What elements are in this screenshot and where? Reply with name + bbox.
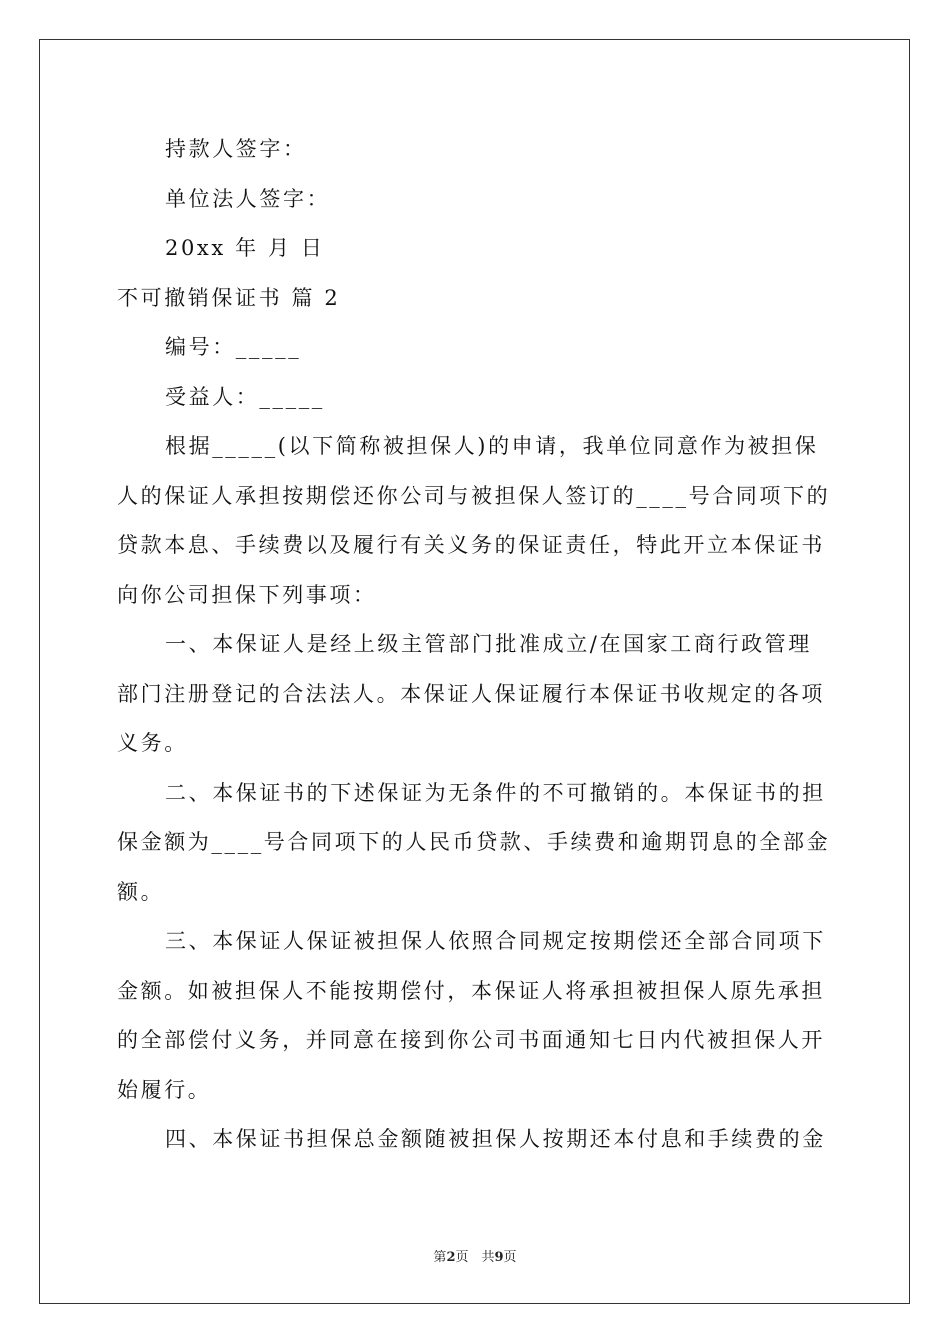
paragraph-row: 部门注册登记的合法法人。本保证人保证履行本保证书收规定的各项 — [117, 681, 825, 706]
footer-prefix: 第 — [433, 1250, 447, 1265]
paragraph-row: 义务。 — [117, 731, 188, 755]
section-title: 不可撤销保证书 篇 2 — [117, 285, 341, 310]
paragraph-row: 贷款本息、手续费以及履行有关义务的保证责任，特此开立本保证书 — [117, 533, 825, 557]
paragraph-row: 三、本保证人保证被担保人依照合同规定按期偿还全部合同项下 — [165, 929, 826, 953]
number-line: 编号：_____ — [165, 335, 302, 359]
page-footer — [0, 1246, 950, 1265]
paragraph-row: 一、本保证人是经上级主管部门批准成立/在国家工商行政管理 — [165, 632, 812, 656]
paragraph-row: 额。 — [117, 879, 165, 904]
paragraph-intro — [117, 422, 837, 620]
signature-legal-line: 单位法人签字： — [165, 186, 331, 211]
date-line: 20xx 年 月 日 — [165, 236, 325, 260]
footer-middle: 页 共 — [455, 1250, 495, 1265]
paragraph-row: 根据_____(以下简称被担保人)的申请，我单位同意作为被担保 — [165, 434, 819, 458]
paragraph-item-1 — [117, 620, 837, 769]
paragraph-row: 人的保证人承担按期偿还你公司与被担保人签订的____号合同项下的 — [117, 483, 831, 508]
paragraph-item-4 — [117, 1115, 837, 1165]
signature-holder-line: 持款人签字： — [165, 137, 307, 161]
paragraph-row: 向你公司担保下列事项： — [117, 582, 377, 607]
paragraph-row: 二、本保证书的下述保证为无条件的不可撤销的。本保证书的担 — [165, 780, 826, 805]
footer-page-number: 2 — [446, 1250, 456, 1265]
paragraph-item-2 — [117, 769, 837, 918]
paragraph-row: 保金额为____号合同项下的人民币贷款、手续费和逾期罚息的全部金 — [117, 830, 831, 854]
footer-total-pages: 9 — [494, 1250, 504, 1265]
paragraph-item-3 — [117, 917, 837, 1115]
paragraph-row: 四、本保证书担保总金额随被担保人按期还本付息和手续费的金 — [165, 1127, 826, 1151]
paragraph-row: 金额。如被担保人不能按期偿付，本保证人将承担被担保人原先承担 — [117, 978, 825, 1003]
footer-suffix: 页 — [503, 1250, 517, 1265]
document-body — [117, 125, 837, 1165]
beneficiary-line: 受益人：_____ — [165, 384, 325, 409]
paragraph-row: 始履行。 — [117, 1077, 212, 1102]
paragraph-row: 的全部偿付义务，并同意在接到你公司书面通知七日内代被担保人开 — [117, 1028, 825, 1052]
